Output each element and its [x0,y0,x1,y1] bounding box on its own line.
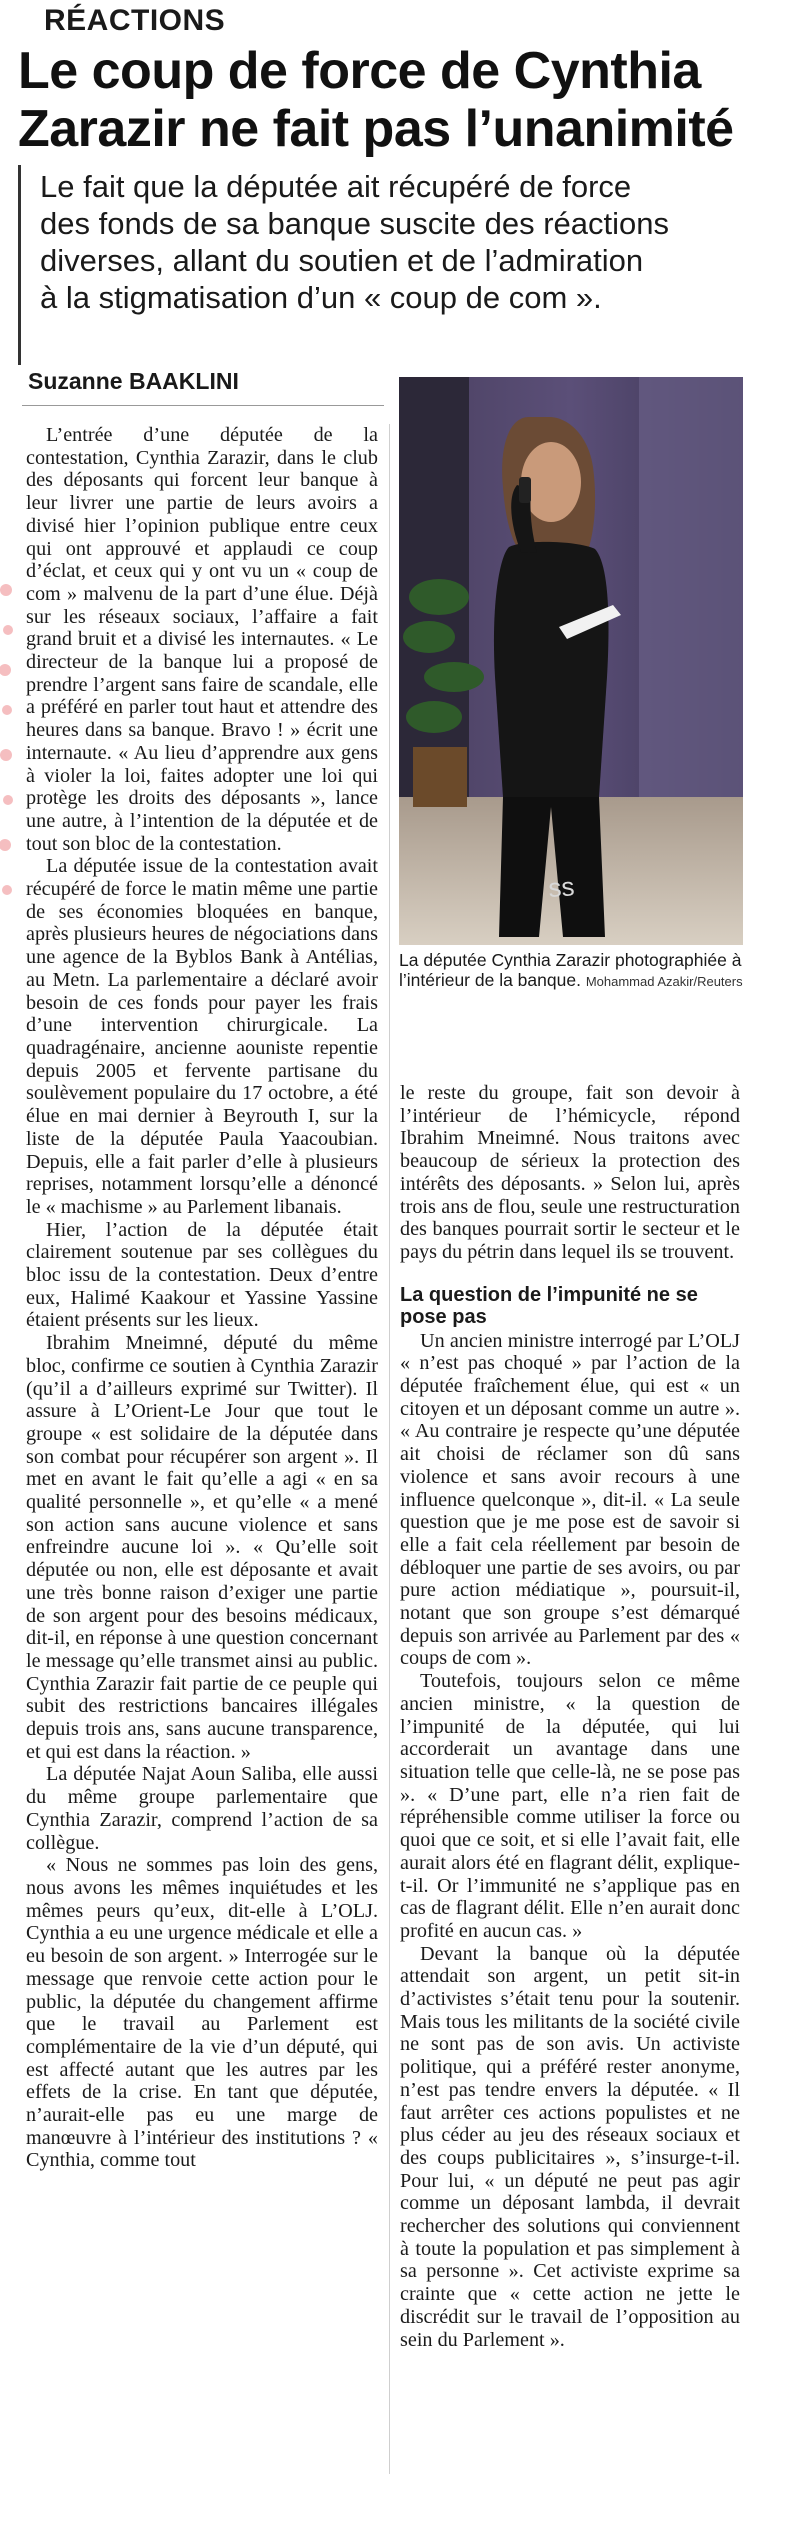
body-paragraph: Hier, l’action de la députée était clairement soutenue par ses collègues du bloc issu de la contestation. Deux d’entre eux, Halimé Kaakour et Yassine Yassine étaient présents sur les lieux. [26,1218,378,1332]
photo-woman-on-phone [399,377,743,945]
body-paragraph: Devant la banque où la députée attendait son argent, un petit sit-in d’activistes s’était tenu pour la soutenir. Mais tous les militants de la société civile ne sont pas de son avis. Un activiste politique, qui a préféré rester anonyme, n’est pas tendre envers la députée. « Il faut arrêter ces actions populistes et ne plus céder au jeu des réseaux sociaux et des coups publicitaires », s’insurge-t-il. Pour lui, « un député ne peut pas agir comme un déposant lambda, il devrait rechercher des solutions qui conviennent à toute la population et pas simplement à sa personne ». Cet activiste exprime sa crainte que « cette action ne jette le discrédit sur le travail de l’opposition au sein du Parlement ». [400,1942,740,2351]
headline-line: Zarazir ne fait pas l’unanimité [18,100,734,158]
caption-text: La députée Cynthia Zarazir photographiée à l’intérieur de la banque. [399,950,742,990]
article-column-right [400,1082,740,2351]
body-paragraph: La députée issue de la contestation avait récupéré de force le matin même une partie de ses économies bloquées en banque, après plusieurs heures de négociations dans une agence de la Byblos Bank à Antélias, au Metn. La parlementaire a déclaré avoir besoin de ces fonds pour payer les frais d’une intervention chirurgicale. La quadragénaire, ancienne aouniste repentie depuis 2005 et fervente partisane du soulèvement populaire du 17 octobre, a été élue en mai dernier à Beyrouth I, sur la liste de la députée Paula Yaacoubian. Depuis, elle a fait parler d’elle à plusieurs reprises, notamment lorsqu’elle a dénoncé le « machisme » au Parlement libanais. [26,855,378,1218]
column-divider [389,424,390,2474]
headline [18,42,778,158]
lead-rule [18,165,21,365]
photo-credit: Mohammad Azakir/Reuters [585,974,743,989]
byline: Suzanne BAAKLINI [28,368,239,394]
lead-line: Le fait que la députée ait récupéré de force [40,169,632,204]
ink-stamp-mark [0,560,24,940]
lead-line: à la stigmatisation d’un « coup de com ». [40,280,602,315]
body-paragraph: L’entrée d’une députée de la contestation, Cynthia Zarazir, dans le club des déposants qui forcent leur banque à leur livrer une partie de leurs avoirs a divisé hier l’opinion publique entre ceux qui ont approuvé et applaudi ce coup d’éclat, et ceux qui y ont vu un « coup de com » malvenu de la part d’une élue. Déjà sur les réseaux sociaux, l’affaire a fait grand bruit et a divisé les internautes. « Le directeur de la banque lui a proposé de prendre l’argent sans faire de scandale, elle a préféré en parler tout haut et attendre des heures dans sa banque. Bravo ! » écrit une internaute. « Au lieu d’apprendre aux gens à violer la loi, faites adopter une loi qui protège les droits des déposants », lance une autre, à l’intention de la députée et de tout son bloc de la contestation. [26,424,378,855]
lead-line: des fonds de sa banque suscite des réactions [40,206,670,241]
body-paragraph: Un ancien ministre interrogé par L’OLJ « n’est pas choqué » par l’action de la députée fraîchement élue, qui est « un citoyen et un déposant comme un autre ». « Au contraire je respecte qu’une députée ait choisi de réclamer son dû sans violence et sans avoir recours à une influence quelconque », dit-il. « La seule question que je me pose est de savoir si elle a fait cela réellement par besoin de débloquer une partie de ses avoirs, ou par pure action médiatique », poursuit-il, notant que son groupe s’est démarqué depuis son arrivée au Parlement par des « coups de com ». [400,1329,740,1670]
section-rubric: RÉACTIONS [44,4,226,37]
article-column-left [26,424,378,2172]
lead-line: diverses, allant du soutien et de l’admiration [40,243,644,278]
lead-paragraph [40,168,785,316]
body-paragraph: La députée Najat Aoun Saliba, elle aussi du même groupe parlementaire que Cynthia Zarazir, comprend l’action de sa collègue. [26,1763,378,1854]
body-paragraph: Ibrahim Mneimné, député du même bloc, confirme ce soutien à Cynthia Zarazir (qu’il a d’ailleurs exprimé sur Twitter). Il assure à L’Orient-Le Jour que tout le groupe « est solidaire de la députée dans son combat pour récupérer son argent ». Il met en avant le fait qu’elle a agi « en sa qualité personnelle », et qu’elle « a mené son action sans aucune violence et sans enfreindre aucune loi ». « Qu’elle soit députée ou non, elle est déposante et avait une très bonne raison d’exiger une partie de son argent pour des besoins médicaux, dit-il, en réponse à une question concernant le message qu’elle transmet ainsi au public. Cynthia Zarazir fait partie de ce peuple qui subit des restrictions bancaires illégales depuis trois ans, sans aucune transparence, et qui est dans la réaction. » [26,1332,378,1763]
section-subheading: La question de l’impunité ne se pose pas [400,1283,698,1328]
body-paragraph: « Nous ne sommes pas loin des gens, nous avons les mêmes inquiétudes et les mêmes peurs qu’eux, dit-elle à L’OLJ. Cynthia a eu une urgence médicale et elle a eu besoin de son argent. » Interrogée sur le message que renvoie cette action pour le public, la députée du changement affirme que le travail au Parlement est complémentaire de la vie d’un député, qui est affecté autant que les autres par les effets de la crise. En tant que députée, n’aurait-elle pas eu une marge de manœuvre à l’intérieur des institutions ? « Cynthia, comme tout [26,1854,378,2172]
body-paragraph: Toutefois, toujours selon ce même ancien ministre, « la question de l’impunité de la députée, qui lui accorderait un avantage dans une situation telle que celle-là, ne se pose pas ». « D’une part, elle n’a rien fait de répréhensible comme utiliser la force ou quoi que ce soit, et si elle l’avait fait, elle aurait alors été en flagrant délit, explique-t-il. Or l’immunité ne s’applique pas en cas de flagrant délit. Elle n’en aurait donc profité en aucun cas. » [400,1670,740,1942]
body-paragraph: le reste du groupe, fait son devoir à l’intérieur de l’hémicycle, répond Ibrahim Mneimné. Nous traitons avec beaucoup de sérieux la protection des intérêts des déposants. » Selon lui, après trois ans de flou, seule une restructuration des banques pourrait sortir le secteur et le pays du pétrin dans lequel ils se trouvent. [400,1082,740,1263]
svg-text:ss: ss [547,871,576,903]
headline-line: Le coup de force de Cynthia [18,42,701,100]
photo-caption [399,950,749,992]
article-photo [399,377,743,945]
byline-divider [22,405,384,406]
